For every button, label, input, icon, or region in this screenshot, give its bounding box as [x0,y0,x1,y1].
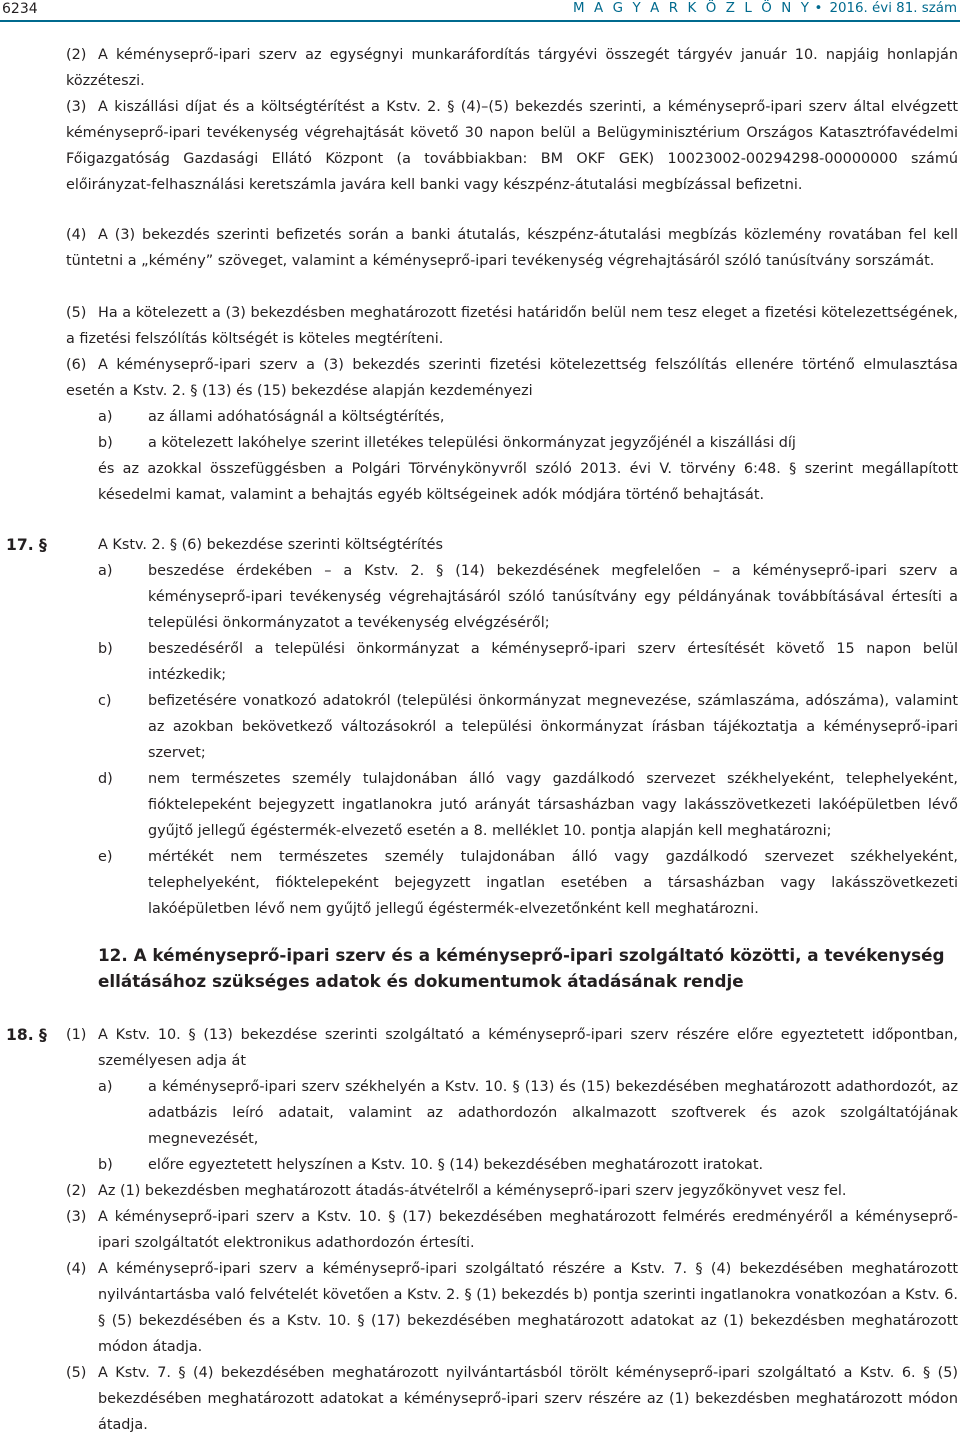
paragraph-text: Az (1) bekezdésben meghatározott átadás-átvételről a kéményseprő-ipari szerv jegyzőkönyvet vesz fel. [98,1183,847,1199]
list-item [98,844,958,922]
paragraph-number: (2) [66,47,87,63]
paragraph-text: A kiszállási díjat és a költségtérítést a Kstv. 2. § (4)–(5) bekezdés szerinti, a kéményseprő-ipari szerv által elvégzett kéményseprő-ipari tevékenység végrehajtását követő 30 napon belül a Belügyminisztérium Országos Katasztrófavédelmi Főigazgatóság Gazdasági Ellátó Központ (a továbbiakban: BM OKF GEK) 10023002-00294298-00000000 számú előirányzat-felhasználási keretszámla javára kell banki vagy készpénz-átutalási megbízással befizetni. [66,99,958,194]
paragraph-number: (2) [66,1183,87,1199]
paragraph-5 [66,300,958,352]
publication-title: M A G Y A R K Ö Z L Ö N Y [573,1,812,16]
section-17 [6,532,958,558]
paragraph-18-2 [66,1178,958,1204]
paragraph-text: A kéményseprő-ipari szerv a Kstv. 10. § (17) bekezdésében meghatározott felmérés eredményéről a kéményseprő-ipari szolgáltatót elektronikus adathordozón értesíti. [98,1209,958,1252]
item-label: a) [98,409,113,425]
paragraph-number: (3) [66,1209,87,1225]
publication-info [573,0,957,18]
list-item [98,1152,958,1178]
item-text: befizetésére vonatkozó adatokról (települési önkormányzat megnevezése, számlaszáma, adószáma), valamint az azokban bekövetkező változásokról a települési önkormányzat írásban tájékoztatja a kéményseprő-ipari szervet; [148,693,958,762]
item-text: mértékét nem természetes személy tulajdonában álló vagy gazdálkodó szervezet székhelyeként, telephelyeként, fióktelepeként bejegyzett ingatlan esetében a társasházban vagy lakásszövetkezeti lakóépületben lévő nem gyűjtő jellegű égéstermék-elvezetőnként kell meghatározni. [148,849,958,918]
list-item [98,766,958,844]
paragraph-number: (3) [66,99,87,115]
item-label: b) [98,435,113,451]
paragraph-text: A kéményseprő-ipari szerv a kéményseprő-ipari szolgáltató részére a Kstv. 7. § (4) bekezdésében meghatározott nyilvántartásba való felvételét követően a Kstv. 2. § (1) bekezdés b) pontja szerinti ingatlanokra vonatkozóan a Kstv. 6. § (5) bekezdésében és a Kstv. 10. § (17) bekezdésében meghatározott adatokat az (1) bekezdésben meghatározott módon átadja. [98,1261,958,1356]
paragraph-text: A Kstv. 7. § (4) bekezdésében meghatározott nyilvántartásból törölt kéményseprő-ipari szolgáltató a Kstv. 6. § (5) bekezdésében meghatározott adatokat a kéményseprő-ipari szerv részére az (1) bekezdésben meghatározott módon átadja. [98,1365,958,1434]
item-text: az állami adóhatóságnál a költségtérítés, [148,409,445,425]
paragraph-6 [66,352,958,404]
item-text: beszedése érdekében – a Kstv. 2. § (14) bekezdésének megfelelően – a kéményseprő-ipari szerv a kéményseprő-ipari tevékenység végrehajtásáról szóló tanúsítvány egy példányának továbbításával értesíti a települési önkormányzatot a tevékenység elvégzéséről; [148,563,958,632]
page-number: 6234 [2,1,38,17]
section-number: 18. § [6,1026,47,1044]
chapter-heading: 12. A kéményseprő-ipari szerv és a kéményseprő-ipari szolgáltató közötti, a tevékenység ellátásához szükséges adatok és dokumentumok átadásának rendje [98,945,945,991]
paragraph-18-5 [66,1360,958,1438]
item-label: b) [98,641,113,657]
section-intro: A Kstv. 2. § (6) bekezdése szerinti költségtérítés [98,537,444,553]
paragraph-number: (5) [66,1365,87,1381]
paragraph-text: A kéményseprő-ipari szerv a (3) bekezdés szerinti fizetési kötelezettség felszólítás ellenére történő elmulasztása esetén a Kstv. 2. § (13) és (15) bekezdése alapján kezdeményezi [66,357,958,400]
paragraph-number: (6) [66,357,87,373]
list-item [98,688,958,766]
item-text: a kötelezett lakóhelye szerint illetékes települési önkormányzat jegyzőjénél a kiszállási díj [148,435,796,451]
item-label: e) [98,849,113,865]
list-item [98,430,958,456]
page-header [0,0,960,22]
paragraph-number: (5) [66,305,87,321]
item-label: a) [98,563,113,579]
paragraph-number: (4) [66,227,87,243]
item-label: c) [98,693,112,709]
paragraph-number: (4) [66,1261,87,1277]
separator-bullet-icon: • [814,1,823,16]
paragraph-text: A Kstv. 10. § (13) bekezdése szerinti szolgáltató a kéményseprő-ipari szerv részére előre egyeztetett időpontban, személyesen adja át [98,1027,958,1070]
item-label: b) [98,1157,113,1173]
header-rule [0,20,960,22]
section-18 [6,1022,958,1074]
paragraph-18-4 [66,1256,958,1360]
item-text: előre egyeztetett helyszínen a Kstv. 10. § (14) bekezdésében meghatározott iratokat. [148,1157,764,1173]
paragraph-text: A kéményseprő-ipari szerv az egységnyi munkaráfordítás tárgyévi összegét tárgyév január 10. napjáig honlapján közzéteszi. [66,47,958,90]
paragraph-text: Ha a kötelezett a (3) bekezdésben meghatározott fizetési határidőn belül nem tesz eleget a fizetési kötelezettségének, a fizetési felszólítás költségét is köteles megtéríteni. [66,305,958,348]
paragraph-3 [66,94,958,198]
paragraph-4 [66,222,958,274]
paragraph-number: (1) [66,1027,87,1043]
list-item [98,1074,958,1152]
item-text: beszedéséről a települési önkormányzat a kéményseprő-ipari szerv értesítését követő 15 napon belül intézkedik; [148,641,958,684]
item-label: d) [98,771,113,787]
paragraph-18-3 [66,1204,958,1256]
paragraph-text: A (3) bekezdés szerinti befizetés során a banki átutalás, készpénz-átutalási megbízás közlemény rovatában fel kell tüntetni a „kémény” szöveget, valamint a kéményseprő-ipari tevékenység végrehajtásáról szóló tanúsítvány sorszámát. [66,227,958,270]
section-number: 17. § [6,536,47,554]
paragraph-text: és az azokkal összefüggésben a Polgári Törvénykönyvről szóló 2013. évi V. törvény 6:48. § szerint megállapított késedelmi kamat, valamint a behajtás egyéb költségeinek adók módjára történő behajtását. [98,461,958,504]
list-item [98,558,958,636]
item-text: nem természetes személy tulajdonában álló vagy gazdálkodó szervezet székhelyeként, telephelyeként, fióktelepeként bejegyzett ingatlanokra jutó arányát társasházban vagy lakásszövetkezeti lakóépületben lévő gyűjtő jellegű égéstermék-elvezető esetén a 8. melléklet 10. pontja alapján kell meghatározni; [148,771,958,840]
list-item [98,636,958,688]
list-item [98,404,958,430]
paragraph-6-tail [98,456,958,508]
item-text: a kéményseprő-ipari szerv székhelyén a Kstv. 10. § (13) és (15) bekezdésében meghatározott adathordozót, az adatbázis leíró adatait, valamint az adathordozón alkalmazott szoftverek és azok szolgáltatójának megnevezését, [148,1079,958,1148]
item-label: a) [98,1079,113,1095]
issue-number: 2016. évi 81. szám [829,1,957,16]
paragraph-2 [66,42,958,94]
